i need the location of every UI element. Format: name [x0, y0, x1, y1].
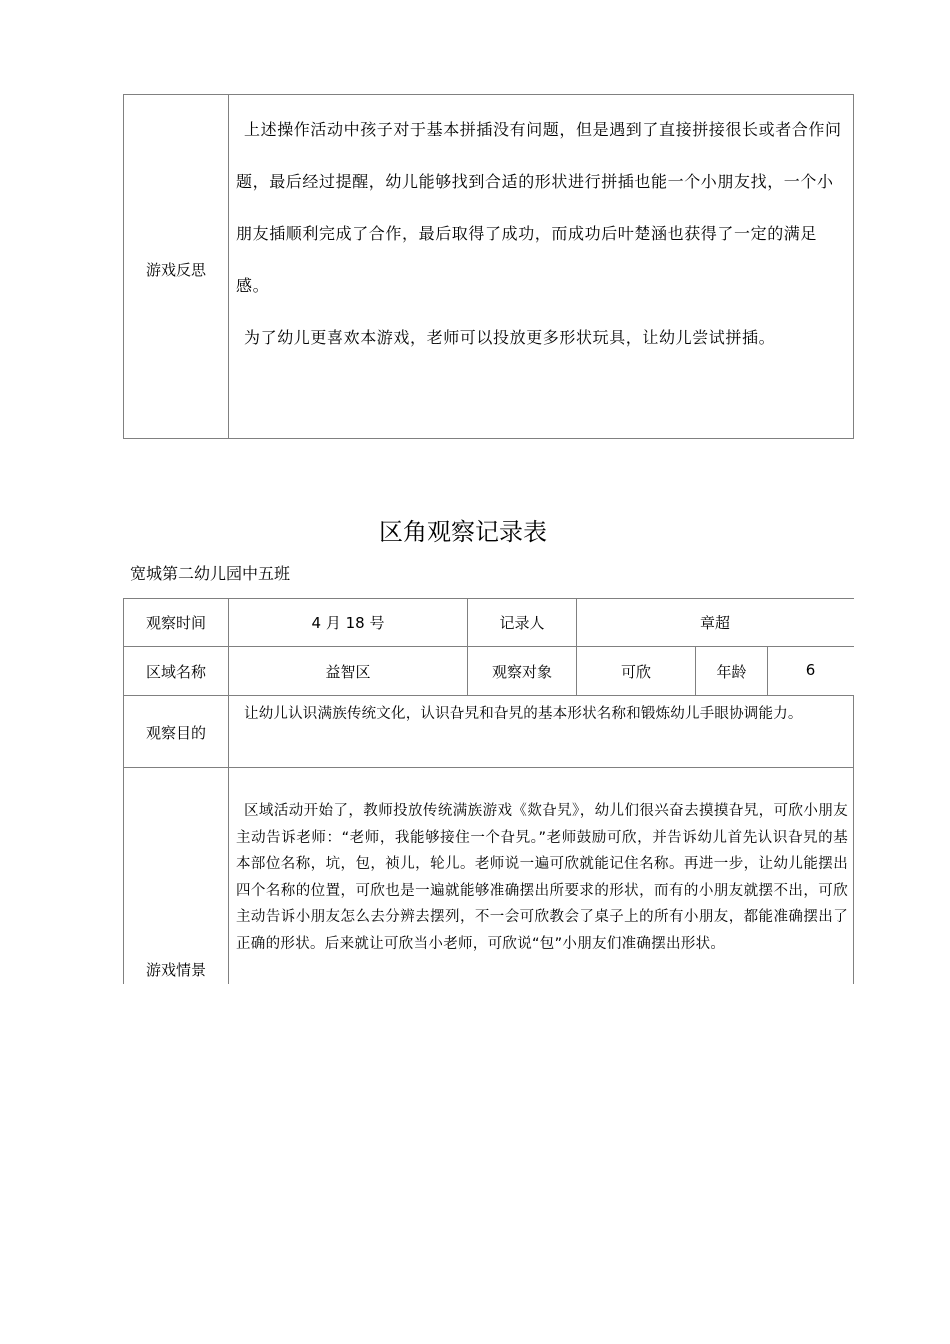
recorder-label: 记录人	[499, 614, 545, 632]
area-value: 益智区	[325, 663, 371, 681]
purpose-label: 观察目的	[145, 724, 206, 742]
purpose-value: 让幼儿认识满族传统文化，认识旮旯和旮旯的基本形状名称和锻炼幼儿手眼协调能力。	[244, 706, 803, 722]
class-name: 宽城第二幼儿园中五班	[130, 564, 291, 583]
reflection-paragraph-1: 上述操作活动中孩子对于基本拼插没有问题，但是遇到了直接拼接很长或者合作问题，最后经过提醒，幼儿能够找到合适的形状进行拼插也能一个小朋友找，一个小朋友插顺利完成了合作，最后取得了成功，而成功后叶楚涵也获得了一定的满足感。	[236, 120, 842, 295]
target-value: 可欣	[620, 663, 651, 681]
area-label: 区域名称	[145, 663, 206, 681]
time-label: 观察时间	[145, 614, 206, 632]
recorder-value: 章超	[699, 614, 730, 632]
scene-value: 区域活动开始了，教师投放传统满族游戏《欻旮旯》，幼儿们很兴奋去摸摸旮旯，可欣小朋友主动告诉老师：“老师，我能够接住一个旮旯。”老师鼓励可欣，并告诉幼儿首先认识旮旯的基本部位名称，坑，包，祯儿，轮儿。老师说一遍可欣就能记住名称。再进一步，让幼儿能摆出四个名称的位置，可欣也是一遍就能够准确摆出所要求的形状，而有的小朋友就摆不出，可欣主动告诉小朋友怎么去分辨去摆列，不一会可欣教会了桌子上的所有小朋友，都能准确摆出了正确的形状。后来就让可欣当小老师，可欣说“包”小朋友们准确摆出形状。	[236, 803, 848, 952]
age-label: 年龄	[716, 663, 747, 681]
reflection-label: 游戏反思	[145, 261, 206, 279]
reflection-paragraph-2: 为了幼儿更喜欢本游戏，老师可以投放更多形状玩具，让幼儿尝试拼插。	[244, 328, 776, 347]
scene-label: 游戏情景	[145, 961, 206, 979]
age-value: 6	[805, 661, 816, 679]
form-title: 区角观察记录表	[379, 518, 547, 546]
target-label: 观察对象	[491, 663, 552, 681]
time-value: 4 月 18 号	[311, 614, 385, 632]
